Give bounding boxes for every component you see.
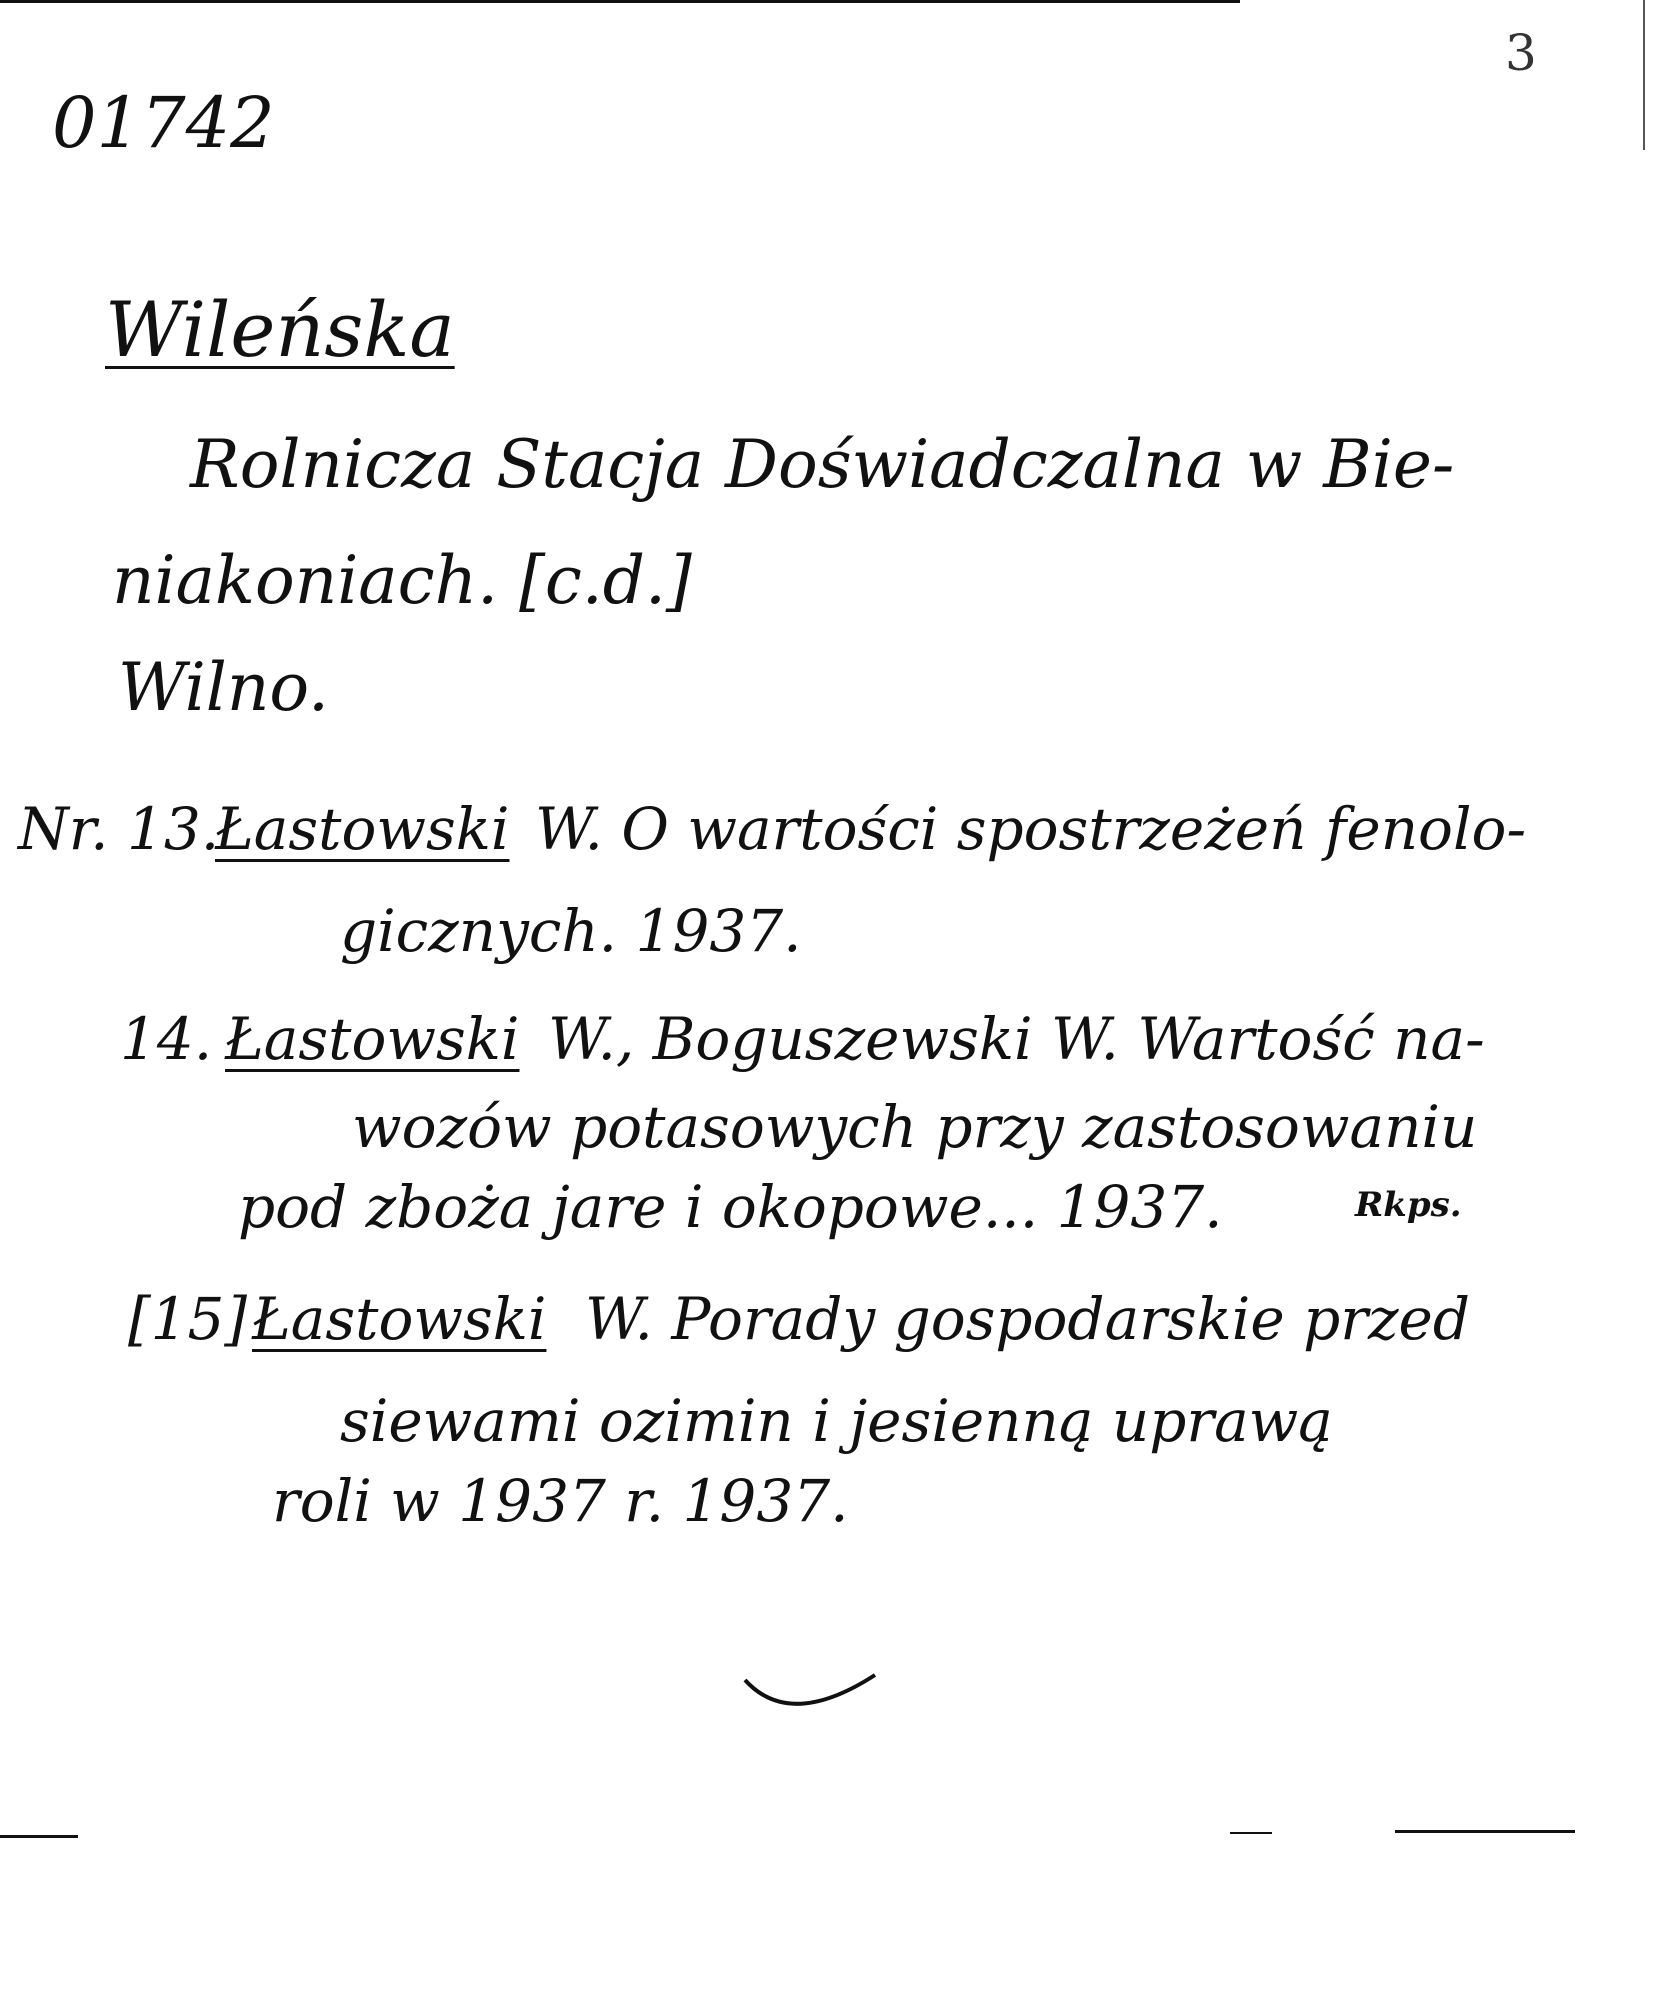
entry-14-number: 14. [120, 1005, 213, 1073]
bottom-mid-rule [1230, 1832, 1272, 1834]
bottom-left-rule [0, 1835, 78, 1838]
entry-14-author: Łastowski [225, 1005, 520, 1073]
catalog-number: 01742 [52, 82, 275, 164]
region-heading: Wileńska [105, 285, 455, 374]
bottom-right-rule [1395, 1830, 1575, 1833]
entry-15-title-line-2: siewami ozimin i jesienną uprawą [340, 1387, 1333, 1455]
entry-15-number: [15] [128, 1285, 248, 1353]
entry-15-title-line-1: W. Porady gospodarskie przed [585, 1285, 1470, 1353]
institution-line-1: Rolnicza Stacja Doświadczalna w Bie- [190, 426, 1455, 503]
entry-14-title-line-3: pod zboża jare i okopowe... 1937. [238, 1173, 1223, 1241]
entry-13-title-line-1: W. O wartości spostrzeżeń fenolo- [535, 795, 1527, 863]
entry-15-title-line-3: roli w 1937 r. 1937. [272, 1467, 849, 1535]
entry-14-note: Rkps. [1355, 1185, 1462, 1225]
entry-14-title-line-2: wozów potasowych przy zastosowaniu [352, 1093, 1478, 1161]
entry-13-title-line-2: gicznych. 1937. [340, 897, 802, 965]
entry-15-author: Łastowski [252, 1285, 547, 1353]
institution-line-2: niakoniach. [c.d.] [112, 542, 692, 619]
city: Wilno. [118, 649, 329, 726]
entry-13-number: Nr. 13. [18, 795, 220, 863]
entry-13-author: Łastowski [215, 795, 510, 863]
entry-14-title-line-1: W., Boguszewski W. Wartość na- [548, 1005, 1485, 1073]
page-number: 3 [1505, 24, 1537, 82]
